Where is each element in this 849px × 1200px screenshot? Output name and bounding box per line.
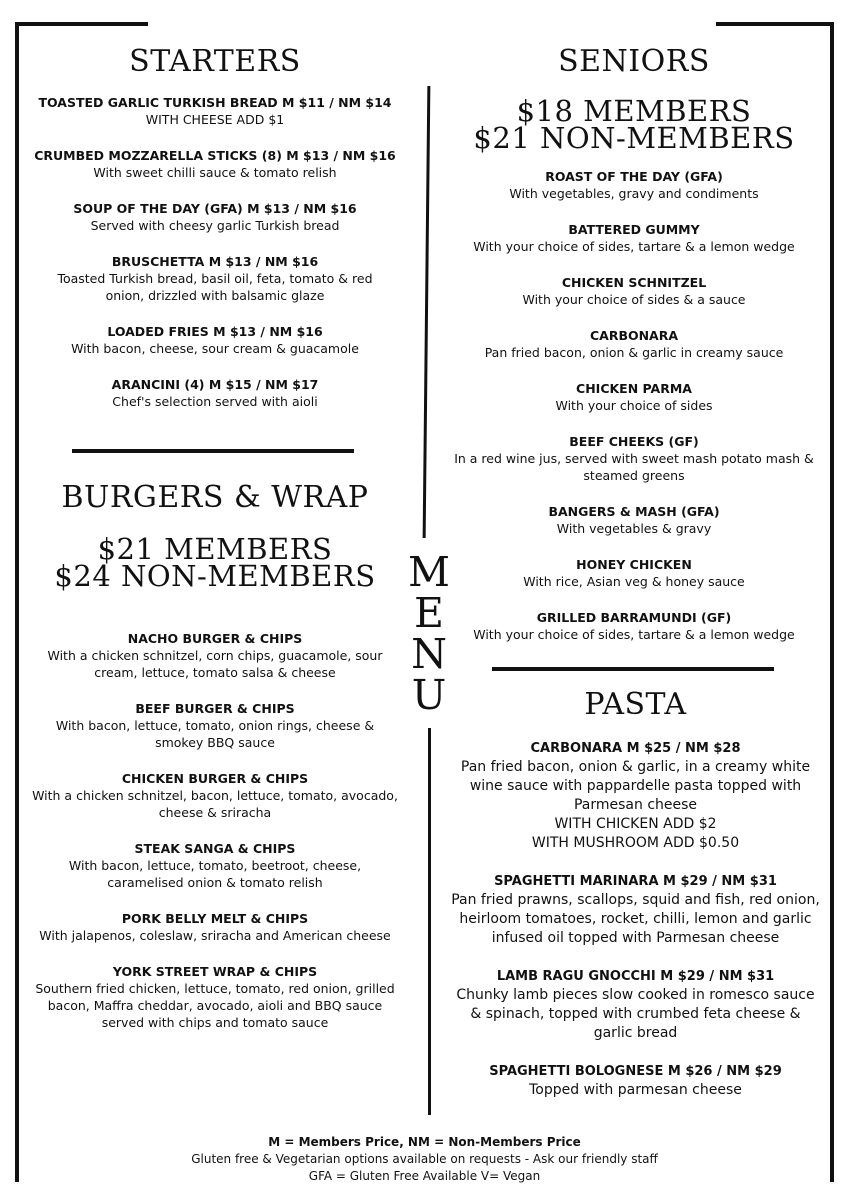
item-name: CARBONARA M $25 / NM $28 <box>530 741 741 756</box>
seniors-price-non-members: $21 NON-MEMBERS <box>473 121 795 155</box>
menu-item <box>443 967 828 1043</box>
item-name: SOUP OF THE DAY (GFA) M $13 / NM $16 <box>73 201 357 216</box>
item-name: BEEF BURGER & CHIPS <box>135 701 295 716</box>
burgers-title: BURGERS & WRAP <box>61 480 369 515</box>
item-desc: With your choice of sides <box>555 398 713 413</box>
item-name: BANGERS & MASH (GFA) <box>548 504 720 519</box>
menu-item <box>30 700 400 751</box>
item-name: ARANCINI (4) M $15 / NM $17 <box>111 377 319 392</box>
burgers-price-non-members: $24 NON-MEMBERS <box>54 559 376 593</box>
burgers-section <box>30 478 400 1050</box>
menu-item <box>30 840 400 891</box>
item-desc: Chef's selection served with aioli <box>112 394 318 409</box>
center-divider-bottom <box>428 728 431 1115</box>
item-name: LAMB RAGU GNOCCHI M $29 / NM $31 <box>496 969 775 984</box>
footer-price-legend: M = Members Price, NM = Non-Members Price <box>268 1135 581 1149</box>
menu-item <box>448 221 820 255</box>
item-desc: With a chicken schnitzel, corn chips, guacamole, sour cream, lettuce, tomato salsa & cheese <box>47 648 383 680</box>
item-name: BRUSCHETTA M $13 / NM $16 <box>111 254 319 269</box>
item-desc: With bacon, lettuce, tomato, beetroot, cheese, caramelised onion & tomato relish <box>68 858 362 890</box>
item-desc: With rice, Asian veg & honey sauce <box>523 574 745 589</box>
menu-item <box>448 556 820 590</box>
starters-title: STARTERS <box>129 44 301 79</box>
menu-item <box>443 1062 828 1100</box>
menu-item <box>448 274 820 308</box>
item-desc: Served with cheesy garlic Turkish bread <box>90 218 340 233</box>
menu-item <box>448 168 820 202</box>
item-name: CRUMBED MOZZARELLA STICKS (8) M $13 / NM $16 <box>34 148 396 163</box>
footer-notes <box>0 1134 849 1185</box>
item-name: LOADED FRIES M $13 / NM $16 <box>107 324 323 339</box>
item-desc: With a chicken schnitzel, bacon, lettuce, tomato, avocado, cheese & sriracha <box>32 788 398 820</box>
item-desc: WITH CHEESE ADD $1 <box>145 112 285 127</box>
pasta-section <box>443 685 828 1119</box>
item-name: STEAK SANGA & CHIPS <box>134 841 296 856</box>
seniors-price-members: $18 MEMBERS <box>516 94 752 128</box>
item-name: HONEY CHICKEN <box>576 557 692 572</box>
item-name: SPAGHETTI MARINARA M $29 / NM $31 <box>494 874 777 889</box>
center-divider-top <box>423 86 431 538</box>
item-desc: Toasted Turkish bread, basil oil, feta, tomato & red onion, drizzled with balsamic glaze <box>57 271 373 303</box>
frame-corner-top-right-v <box>830 22 834 1182</box>
menu-item <box>448 609 820 643</box>
starters-divider <box>72 449 354 453</box>
menu-item <box>448 433 820 484</box>
item-desc: In a red wine jus, served with sweet mash potato mash & steamed greens <box>454 451 814 483</box>
menu-item <box>30 94 400 128</box>
menu-item <box>448 327 820 361</box>
item-name: GRILLED BARRAMUNDI (GF) <box>536 610 732 625</box>
seniors-title: SENIORS <box>558 44 710 79</box>
menu-item <box>30 963 400 1031</box>
item-name: YORK STREET WRAP & CHIPS <box>112 964 318 979</box>
pasta-title: PASTA <box>584 687 687 722</box>
item-desc: With your choice of sides, tartare & a lemon wedge <box>473 627 795 642</box>
item-desc: With sweet chilli sauce & tomato relish <box>93 165 337 180</box>
item-name: CARBONARA <box>589 328 679 343</box>
menu-item <box>30 376 400 410</box>
item-name: CHICKEN SCHNITZEL <box>561 275 707 290</box>
item-name: CHICKEN BURGER & CHIPS <box>121 771 309 786</box>
item-desc: Pan fried bacon, onion & garlic in creamy sauce <box>484 345 784 360</box>
item-desc: With bacon, lettuce, tomato, onion rings, cheese & smokey BBQ sauce <box>55 718 375 750</box>
item-desc: Pan fried prawns, scallops, squid and fish, red onion, heirloom tomatoes, rocket, chilli, lemon and garlic infused oil topped with Parmesan cheese <box>451 892 820 946</box>
menu-item <box>448 380 820 414</box>
item-name: ROAST OF THE DAY (GFA) <box>545 169 723 184</box>
menu-item <box>448 503 820 537</box>
menu-item <box>30 147 400 181</box>
frame-corner-top-left-h <box>15 22 148 26</box>
menu-item <box>30 910 400 944</box>
item-name: CHICKEN PARMA <box>576 381 692 396</box>
menu-letter: N <box>411 630 447 678</box>
item-name: BATTERED GUMMY <box>568 222 700 237</box>
menu-item <box>30 253 400 304</box>
menu-item <box>30 200 400 234</box>
menu-item <box>30 770 400 821</box>
footer-dietary-note: Gluten free & Vegetarian options available on requests - Ask our friendly staff <box>191 1152 658 1166</box>
starters-section <box>30 42 400 429</box>
item-name: SPAGHETTI BOLOGNESE M $26 / NM $29 <box>489 1064 782 1079</box>
seniors-section <box>448 42 820 662</box>
item-name: NACHO BURGER & CHIPS <box>127 631 303 646</box>
item-desc: Chunky lamb pieces slow cooked in romesco sauce & spinach, topped with crumbed feta cheese & garlic bread <box>456 987 815 1041</box>
frame-corner-top-left-v <box>15 22 19 1182</box>
item-extra: WITH CHICKEN ADD $2 <box>554 816 717 832</box>
item-desc: With vegetables, gravy and condiments <box>509 186 759 201</box>
menu-item <box>30 323 400 357</box>
item-desc: Southern fried chicken, lettuce, tomato, red onion, grilled bacon, Maffra cheddar, avocado, aioli and BBQ sauce served with chips and tomato sauce <box>35 981 395 1030</box>
item-name: BEEF CHEEKS (GF) <box>569 434 699 449</box>
item-desc: Pan fried bacon, onion & garlic, in a creamy white wine sauce with pappardelle pasta topped with Parmesan cheese <box>460 759 811 813</box>
menu-item <box>443 872 828 948</box>
footer-abbreviation-legend: GFA = Gluten Free Available V= Vegan <box>308 1169 541 1183</box>
seniors-divider <box>492 667 774 671</box>
menu-letter: U <box>411 671 447 719</box>
item-desc: With vegetables & gravy <box>556 521 712 536</box>
item-extra: WITH MUSHROOM ADD $0.50 <box>531 835 740 851</box>
item-desc: With jalapenos, coleslaw, sriracha and American cheese <box>39 928 391 943</box>
burgers-price-members: $21 MEMBERS <box>97 532 333 566</box>
menu-item <box>30 630 400 681</box>
menu-letter: M <box>408 548 450 596</box>
item-name: TOASTED GARLIC TURKISH BREAD M $11 / NM $14 <box>38 95 392 110</box>
menu-letter: E <box>414 589 444 637</box>
item-desc: With bacon, cheese, sour cream & guacamole <box>71 341 359 356</box>
frame-corner-top-right-h <box>716 22 834 26</box>
item-desc: With your choice of sides & a sauce <box>522 292 746 307</box>
item-desc: With your choice of sides, tartare & a lemon wedge <box>473 239 795 254</box>
menu-item <box>443 739 828 853</box>
item-desc: Topped with parmesan cheese <box>529 1082 742 1098</box>
item-name: PORK BELLY MELT & CHIPS <box>121 911 309 926</box>
